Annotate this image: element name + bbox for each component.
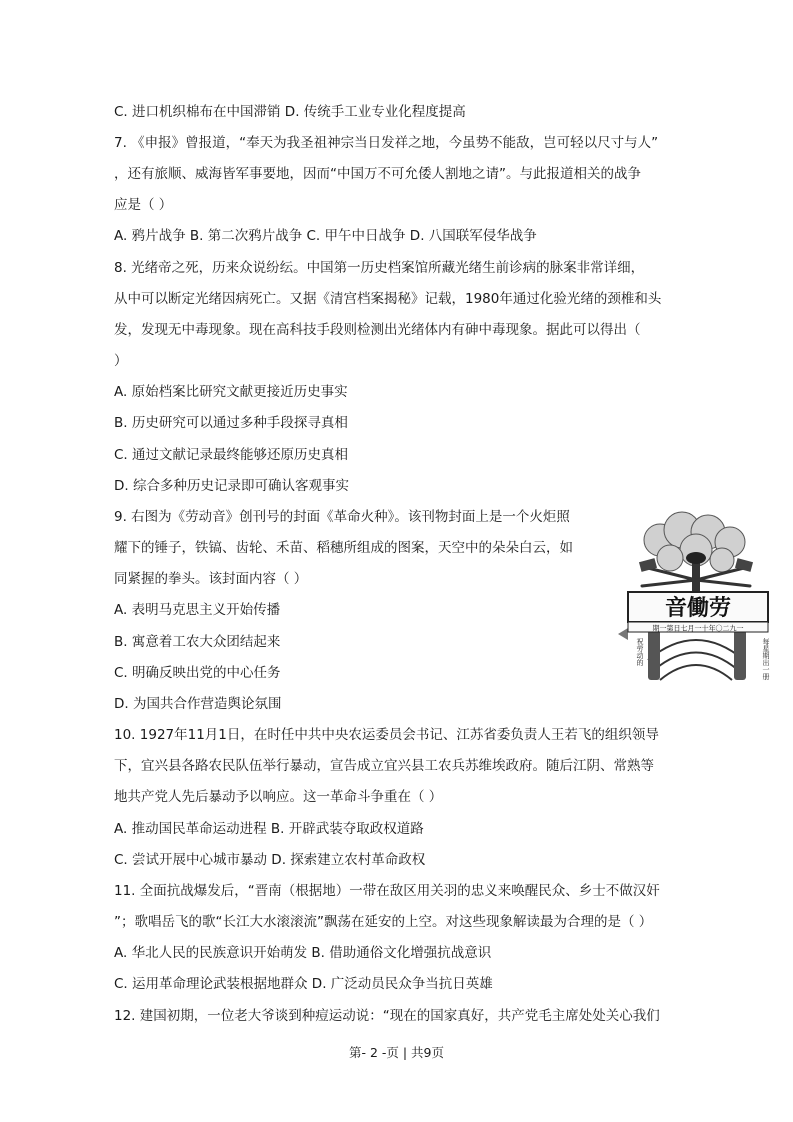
text-line: 应是（ ） [114, 197, 173, 213]
text-line: 地共产党人先后暴动予以响应。这一革命斗争重在（ ） [114, 789, 443, 805]
text-line: 从中可以断定光绪因病死亡。又据《清宫档案揭秘》记载，1980年通过化验光绪的颈椎和头 [114, 291, 662, 307]
page-footer: 第- 2 -页 | 共9页 [348, 1045, 445, 1060]
text-line: 12. 建国初期，一位老大爷谈到种痘运动说：“现在的国家真好，共产党毛主席处处关心我们 [114, 1008, 660, 1024]
text-line: C. 通过文献记录最终能够还原历史真相 [114, 447, 349, 463]
text-line: 发，发现无中毒现象。现在高科技手段则检测出光绪体内有砷中毒现象。据此可以得出（ [114, 322, 641, 338]
text-line: A. 鸦片战争 B. 第二次鸦片战争 C. 甲午中日战争 D. 八国联军侵华战争 [114, 228, 537, 244]
text-line: C. 明确反映出党的中心任务 [114, 665, 281, 681]
text-line: ） [114, 353, 128, 369]
cover-date-line: 期一第日七月一十年〇二九一 [652, 624, 744, 633]
text-line: C. 进口机织棉布在中国滞销 D. 传统手工业专业化程度提高 [114, 104, 466, 120]
text-line: D. 为国共合作营造舆论氛围 [114, 696, 282, 712]
cover-title: 音働劳 [664, 595, 732, 621]
text-line: 7. 《申报》曾报道，“奉天为我圣祖神宗当日发祥之地，今虽势不能敌，岂可轻以尺寸与人” [114, 135, 659, 151]
text-line: A. 原始档案比研究文献更接近历史事实 [114, 384, 348, 400]
text-line: A. 推动国民革命运动进程 B. 开辟武装夺取政权道路 [114, 821, 424, 837]
text-line: ”；歌唱岳飞的歌“长江大水滚滚流”飘荡在延安的上空。对这些现象解读最为合理的是（ ） [114, 914, 653, 930]
text-line: C. 运用革命理论武装根据地群众 D. 广泛动员民众争当抗日英雄 [114, 976, 493, 992]
text-line: A. 表明马克思主义开始传播 [114, 602, 281, 618]
text-line: 9. 右图为《劳动音》创刊号的封面《革命火种》。该刊物封面上是一个火炬照 [114, 509, 570, 525]
text-line: B. 历史研究可以通过多种手段探寻真相 [114, 415, 348, 431]
magazine-cover-image [618, 510, 776, 688]
text-line: B. 寓意着工农大众团结起来 [114, 634, 281, 650]
text-line: 8. 光绪帝之死，历来众说纷纭。中国第一历史档案馆所藏光绪生前诊病的脉案非常详细， [114, 260, 645, 276]
cover-side-left-text: 祝劳动的 [636, 638, 644, 666]
text-line: 耀下的锤子，铁镐、齿轮、禾苗、稻穗所组成的图案，天空中的朵朵白云，如 [114, 540, 573, 556]
text-line: D. 综合多种历史记录即可确认客观事实 [114, 478, 349, 494]
cover-side-right-text: 每星期出一册 [762, 638, 770, 680]
text-line: 11. 全面抗战爆发后，“晋南（根据地）一带在敌区用关羽的忠义来唤醒民众、乡士不做汉奸 [114, 883, 660, 899]
text-line: 同紧握的拳头。该封面内容（ ） [114, 571, 308, 587]
text-line: 下，宜兴县各路农民队伍举行暴动，宣告成立宜兴县工农兵苏维埃政府。随后江阴、常熟等 [114, 758, 654, 774]
text-line: C. 尝试开展中心城市暴动 D. 探索建立农村革命政权 [114, 852, 426, 868]
text-line: ，还有旅顺、威海皆军事要地，因而“中国万不可允倭人割地之请”。与此报道相关的战争 [114, 166, 641, 182]
text-line: 10. 1927年11月1日，在时任中共中央农运委员会书记、江苏省委负责人王若飞的组织领导 [114, 727, 659, 743]
text-line: A. 华北人民的民族意识开始萌发 B. 借助通俗文化增强抗战意识 [114, 945, 492, 961]
magazine-cover-illustration [618, 510, 776, 688]
